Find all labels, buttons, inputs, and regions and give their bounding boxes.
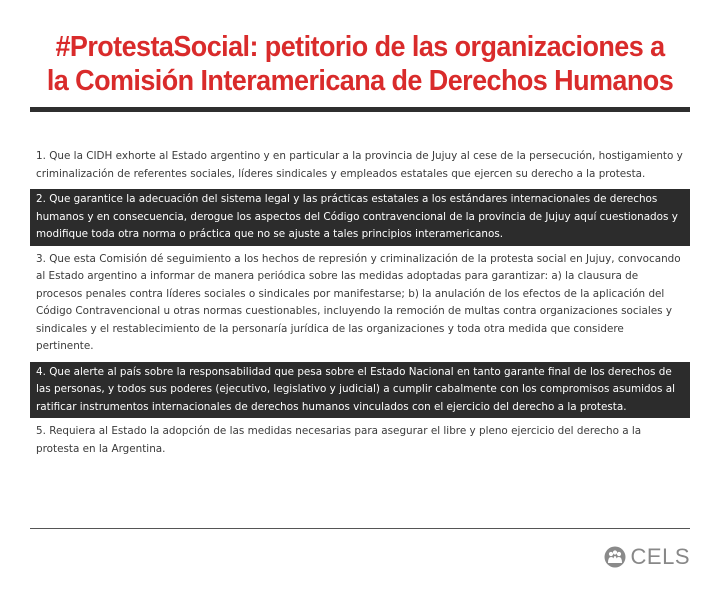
footer-divider [30, 528, 690, 529]
title-divider [30, 107, 690, 112]
petition-item-3: 3. Que esta Comisión dé seguimiento a los hechos de represión y criminalización de la protesta social en Jujuy, convocando al Estado argentino a informar de manera periódica sobre las medidas adoptadas para garantizar: a) la clausura de procesos penales contra líderes sociales o sindicales por manifestarse; b) la anulación de los efectos de la aplicación del Código Contravencional u otras normas cuestionables, incluyendo la remoción de multas contra organizaciones sociales y sindicales y el restablecimiento de la personaría jurídica de las organizaciones y toda otra medida que considere pertinente. [36, 252, 681, 352]
cels-logo-icon [604, 546, 626, 568]
petition-item-2: 2. Que garantice la adecuación del sistema legal y las prácticas estatales a los estándares internacionales de derechos humanos y en consecuencia, derogue los aspectos del Código contravencional de la provincia de Jujuy aquí cuestionados y modifique toda otra norma o práctica que no se ajuste a tales principios interamericanos. [30, 189, 690, 246]
petition-list [30, 146, 690, 461]
logo-text: CELS [630, 544, 690, 569]
cels-logo [604, 545, 690, 569]
page-title: #ProtestaSocial: petitorio de las organizaciones a la Comisión Interamericana de Derechos Humanos [46, 31, 674, 97]
petition-item-1: 1. Que la CIDH exhorte al Estado argentino y en particular a la provincia de Jujuy al cese de la persecución, hostigamiento y criminalización de referentes sociales, líderes sindicales y empleados estatales que ejercen su derecho a la protesta. [36, 150, 683, 180]
petition-item-4: 4. Que alerte al país sobre la responsabilidad que pesa sobre el Estado Nacional en tanto garante final de los derechos de las personas, y todos sus poderes (ejecutivo, legislativo y judicial) a cumplir cabalmente con los compromisos asumidos al ratificar instrumentos internacionales de derechos humanos vinculados con el ejercicio del derecho a la protesta. [30, 362, 690, 419]
petition-item-5: 5. Requiera al Estado la adopción de las medidas necesarias para asegurar el libre y pleno ejercicio del derecho a la protesta en la Argentina. [36, 425, 642, 455]
